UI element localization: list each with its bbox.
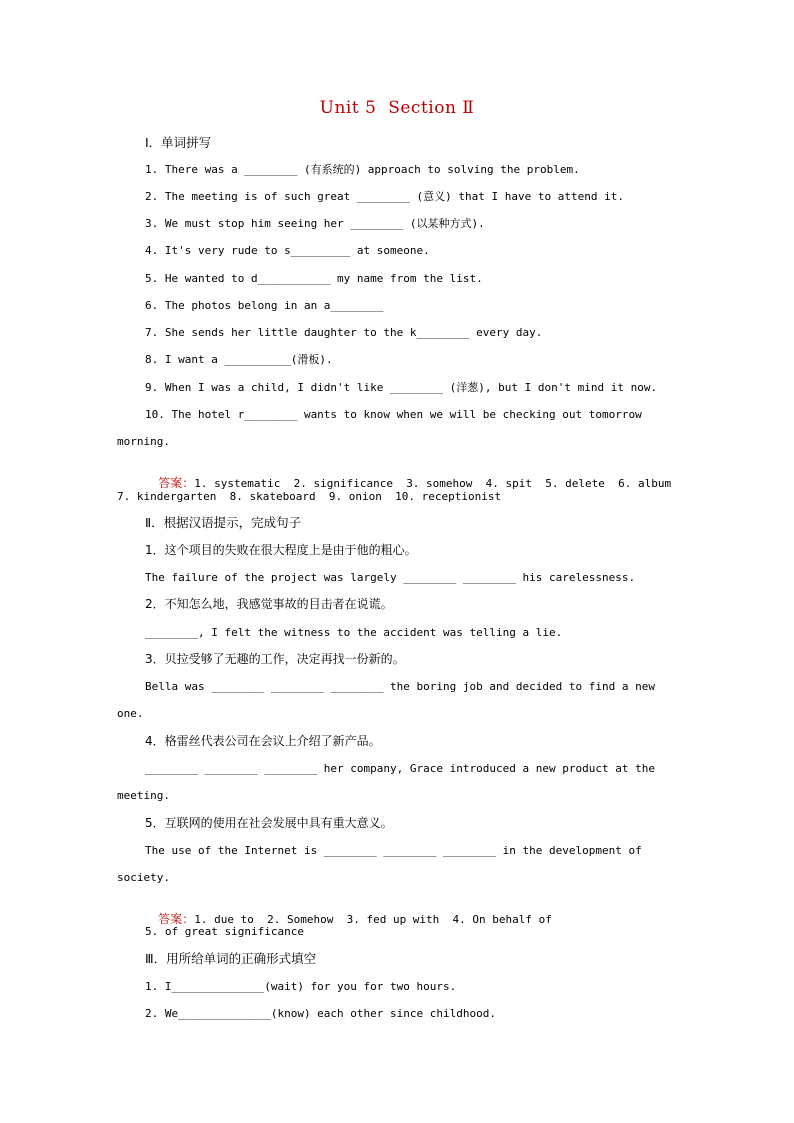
- english-sentence: The failure of the project was largely ________ ________ his carelessness.: [145, 571, 636, 584]
- answer-label: 答案：: [158, 912, 195, 926]
- exercise-item: 2. We______________(know) each other since childhood.: [145, 1007, 496, 1020]
- chinese-prompt: 4．格雷丝代表公司在会议上介绍了新产品。: [145, 734, 381, 748]
- exercise-item: 1. I______________(wait) for you for two hours.: [145, 980, 457, 993]
- section-heading-1: Ⅰ．单词拼写: [145, 135, 212, 150]
- exercise-item-continued: morning.: [117, 435, 170, 448]
- chinese-prompt: 5．互联网的使用在社会发展中具有重大意义。: [145, 816, 393, 830]
- exercise-item: 7. She sends her little daughter to the k________ every day.: [145, 326, 543, 339]
- exercise-item: 5. He wanted to d___________ my name from the list.: [145, 272, 483, 285]
- chinese-prompt: 3．贝拉受够了无趣的工作，决定再找一份新的。: [145, 652, 405, 666]
- section-heading-3: Ⅲ．用所给单词的正确形式填空: [145, 951, 317, 966]
- english-sentence: ________ ________ ________ her company, Grace introduced a new product at the: [145, 762, 655, 775]
- english-sentence: ________, I felt the witness to the accident was telling a lie.: [145, 626, 563, 639]
- english-sentence-continued: meeting.: [117, 789, 170, 802]
- english-sentence: The use of the Internet is ________ ________ ________ in the development of: [145, 844, 642, 857]
- exercise-item: 2. The meeting is of such great ________ (意义) that I have to attend it.: [145, 190, 624, 203]
- answer-text: 1. due to 2. Somehow 3. fed up with 4. On behalf of: [194, 913, 552, 926]
- answer-line: [145, 898, 552, 927]
- chinese-prompt: 2．不知怎么地，我感觉事故的目击者在说谎。: [145, 597, 393, 611]
- exercise-item: 4. It's very rude to s_________ at someone.: [145, 244, 430, 257]
- exercise-item: 8. I want a __________(滑板).: [145, 353, 333, 366]
- english-sentence: Bella was ________ ________ ________ the boring job and decided to find a new: [145, 680, 655, 693]
- exercise-item: 9. When I was a child, I didn't like ________ (洋葱), but I don't mind it now.: [145, 381, 658, 394]
- exercise-item: 10. The hotel r________ wants to know when we will be checking out tomorrow: [145, 408, 642, 421]
- answer-text: 1. systematic 2. significance 3. somehow 4. spit 5. delete 6. album: [194, 477, 672, 490]
- exercise-item: 6. The photos belong in an a________: [145, 299, 384, 312]
- exercise-item: 1. There was a ________ (有系统的) approach to solving the problem.: [145, 163, 580, 176]
- answer-line: [145, 462, 671, 491]
- section-heading-2: Ⅱ．根据汉语提示，完成句子: [145, 515, 302, 530]
- chinese-prompt: 1．这个项目的失败在很大程度上是由于他的粗心。: [145, 543, 417, 557]
- english-sentence-continued: society.: [117, 871, 170, 884]
- english-sentence-continued: one.: [117, 707, 144, 720]
- answer-line: 5. of great significance: [145, 925, 304, 938]
- answer-line-continued: 7. kindergarten 8. skateboard 9. onion 10. receptionist: [117, 490, 502, 503]
- page-title: Unit 5 Section Ⅱ: [319, 98, 475, 118]
- answer-label: 答案：: [158, 476, 195, 490]
- exercise-item: 3. We must stop him seeing her ________ (以某种方式).: [145, 217, 485, 230]
